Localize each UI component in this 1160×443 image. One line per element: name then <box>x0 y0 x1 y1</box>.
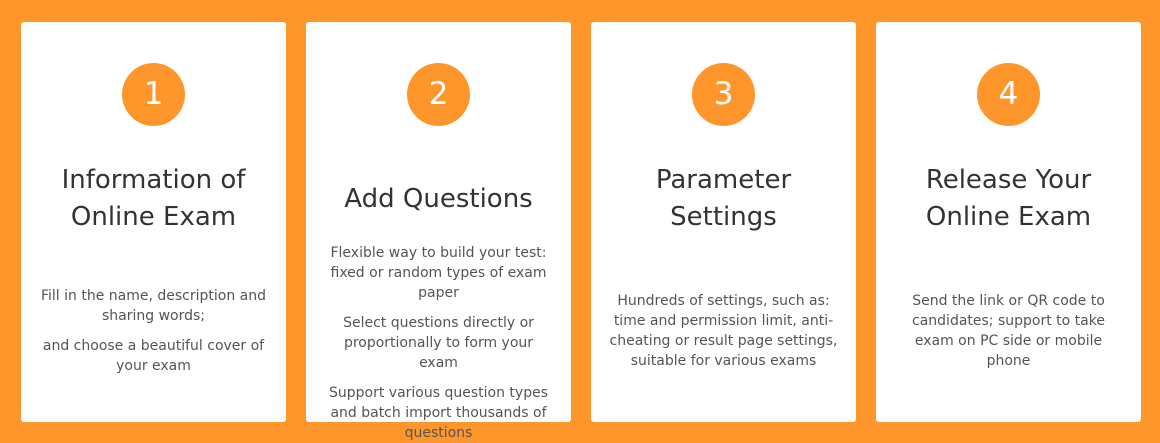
step-title-line: Parameter <box>655 165 792 195</box>
step-description <box>591 240 856 422</box>
step-card-1 <box>21 22 286 422</box>
step-title-line: Settings <box>670 202 777 232</box>
step-title-line: Online Exam <box>70 202 237 232</box>
steps-container <box>21 22 1141 441</box>
step-title-line: Information of <box>61 165 246 195</box>
step-description-text: Send the link or QR code to candidates; support to take exam on PC side or mobile phone <box>912 293 1105 369</box>
step-card-3 <box>591 22 856 422</box>
step-description-text: Flexible way to build your test: fixed or random types of exam paper <box>330 245 547 301</box>
step-number-badge: 1 <box>122 63 185 126</box>
step-number-badge: 4 <box>977 63 1040 126</box>
step-number-badge: 2 <box>407 63 470 126</box>
step-title-line: Add Questions <box>344 183 533 214</box>
step-description-text: and choose a beautiful cover of your exam <box>42 338 265 374</box>
step-title <box>591 159 856 239</box>
step-title-line: Release Your <box>925 165 1092 195</box>
step-title <box>21 159 286 239</box>
step-description <box>306 240 571 441</box>
step-description <box>21 240 286 422</box>
step-description-text: Hundreds of settings, such as: time and permission limit, anti-cheating or result page settings, suitable for various exams <box>609 293 838 369</box>
step-number-badge: 3 <box>692 63 755 126</box>
step-description <box>876 240 1141 422</box>
step-title-line: Online Exam <box>925 202 1092 232</box>
step-description-text: Fill in the name, description and sharing words; <box>40 288 267 324</box>
step-title <box>876 159 1141 239</box>
step-description-text: Select questions directly or proportionally to form your exam <box>343 315 534 371</box>
step-card-2 <box>306 22 571 441</box>
step-description-text: Support various question types and batch import thousands of questions <box>329 385 548 441</box>
step-title <box>306 159 571 239</box>
step-card-4 <box>876 22 1141 422</box>
